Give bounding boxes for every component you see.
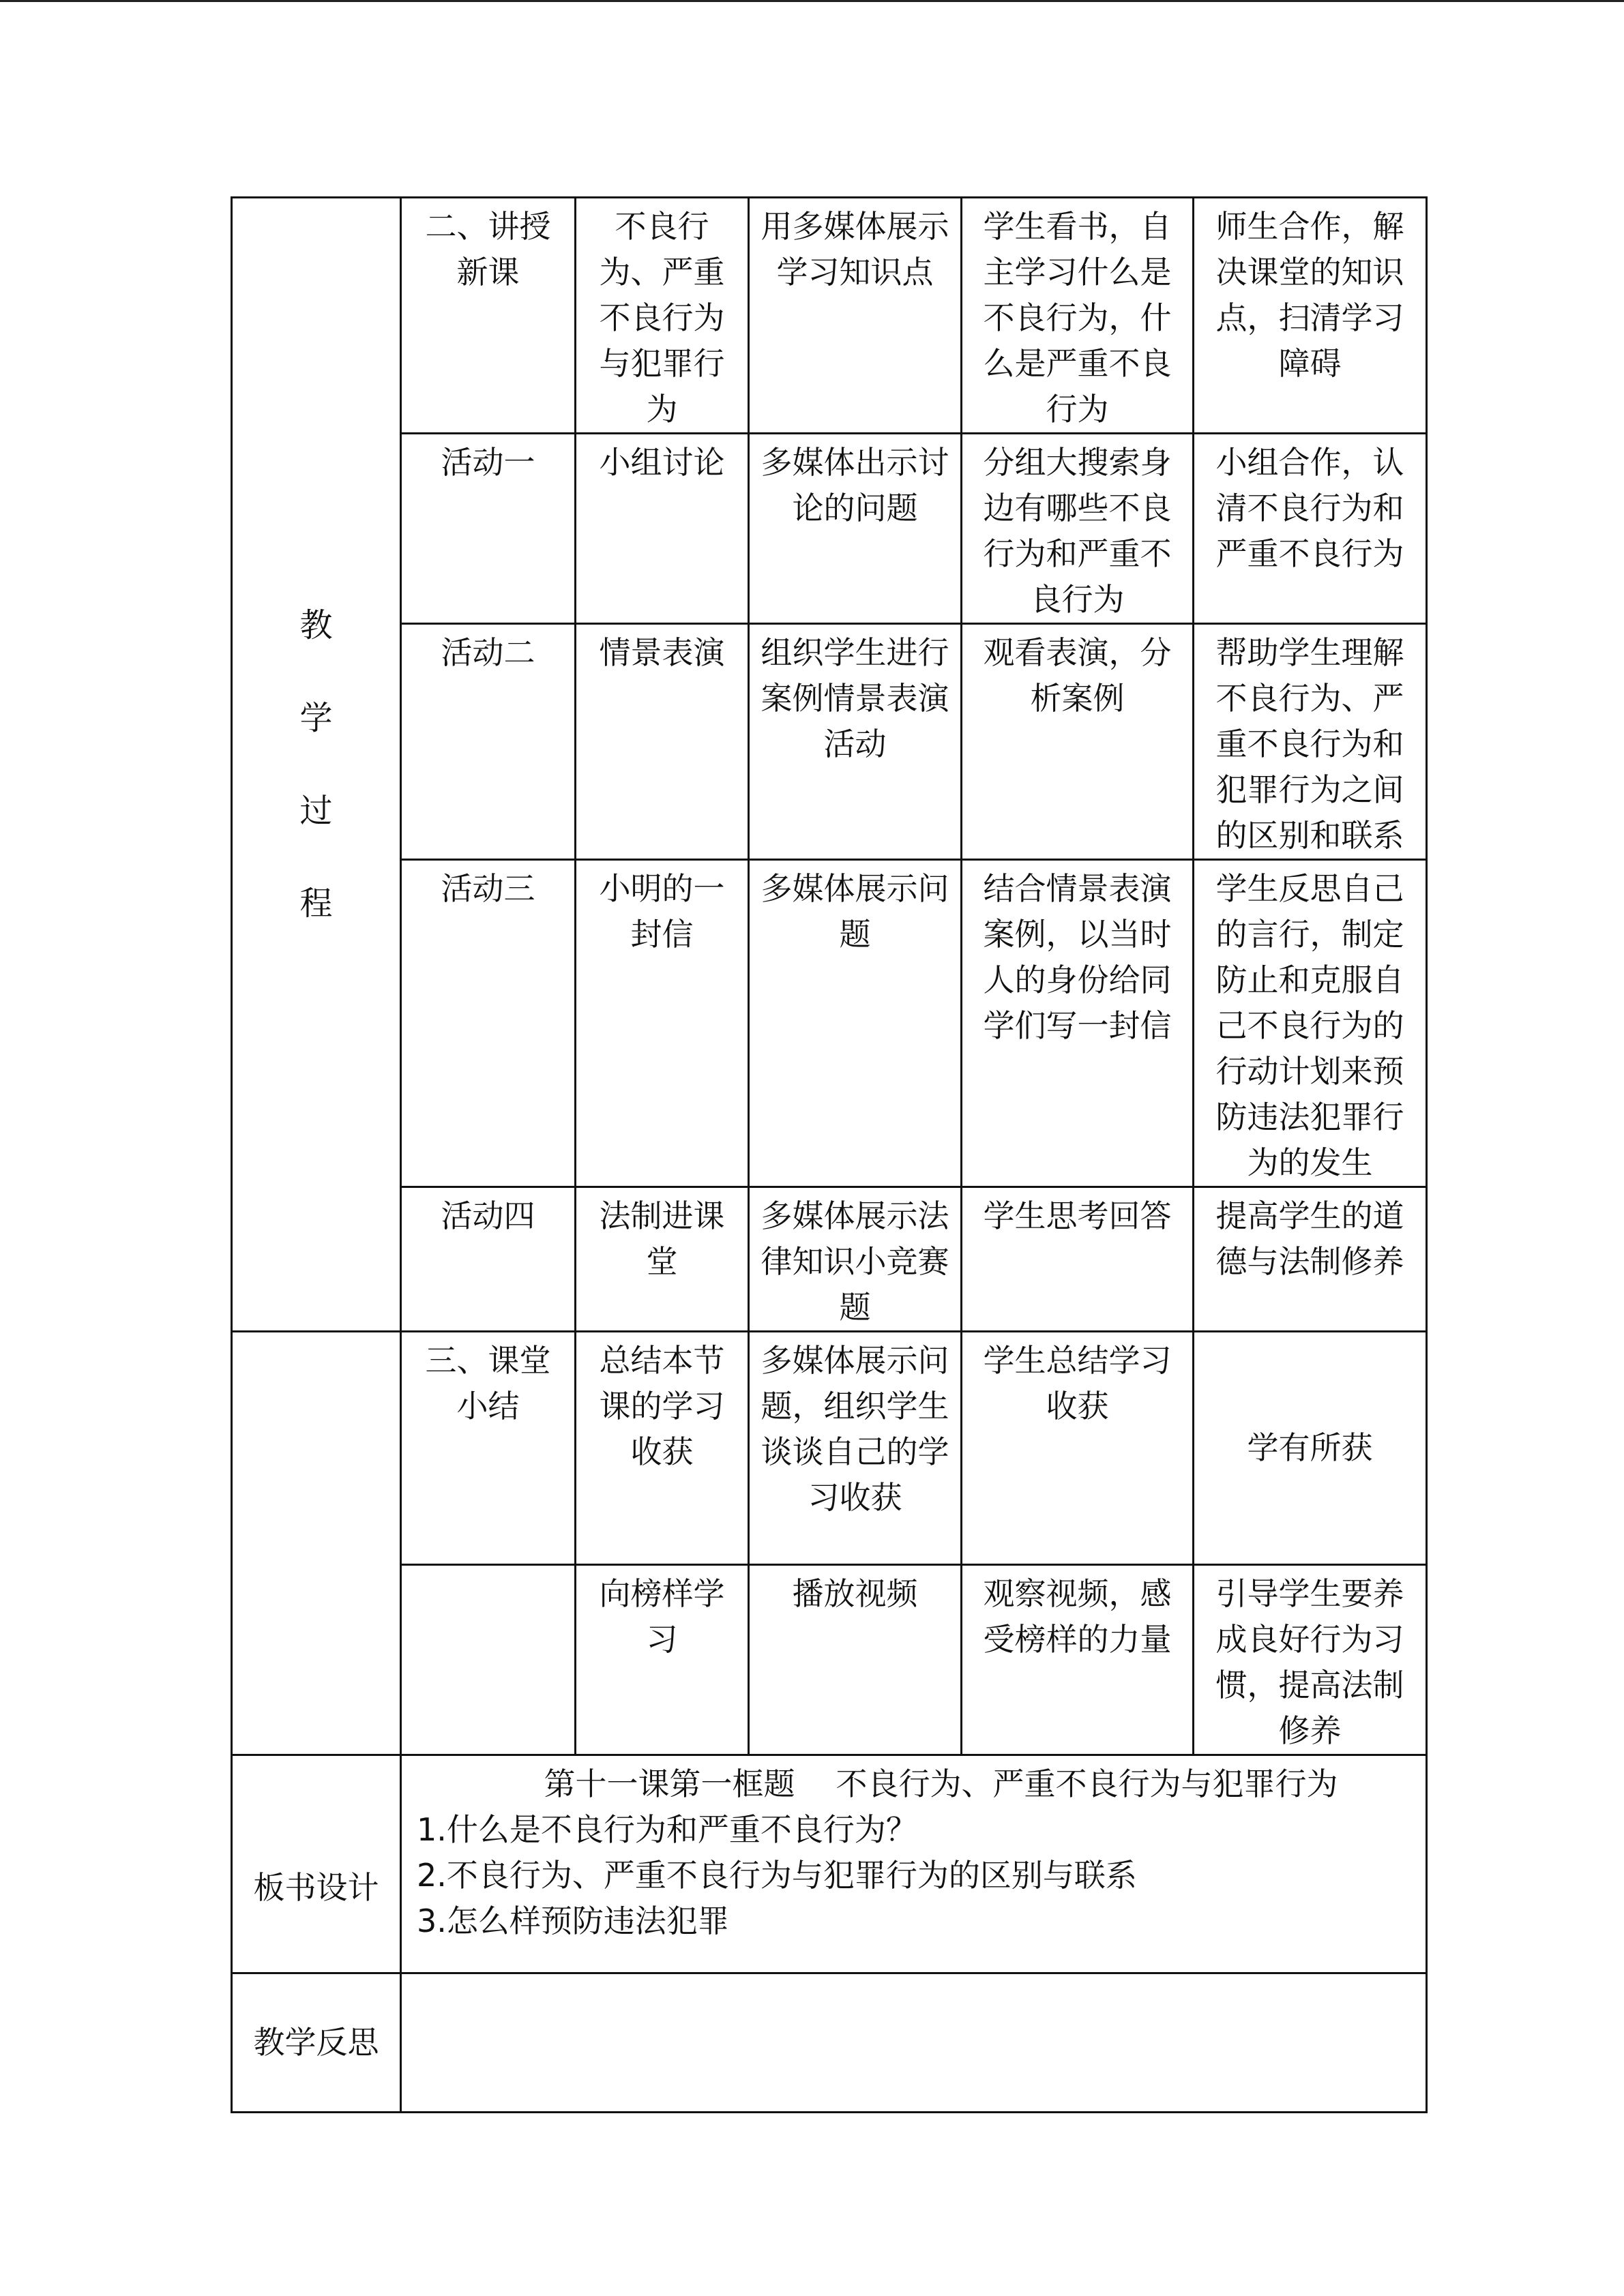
teaching-process-label <box>232 198 401 1332</box>
table-row <box>232 198 1427 434</box>
table-row <box>232 434 1427 624</box>
design-intent-cell: 提高学生的道德与法制修养 <box>1194 1187 1427 1332</box>
stage-cell <box>401 1565 576 1755</box>
content-cell: 小组讨论 <box>576 434 749 624</box>
board-title <box>417 1761 1411 1807</box>
reflection-content <box>401 1973 1427 2113</box>
student-activity-cell: 分组大搜索身边有哪些不良行为和严重不良行为 <box>962 434 1194 624</box>
board-design-label: 板书设计 <box>232 1755 401 1973</box>
teacher-activity-cell: 多媒体展示问题，组织学生谈谈自己的学习收获 <box>749 1332 962 1565</box>
stage-cell: 三、课堂小结 <box>401 1332 576 1565</box>
content-cell: 小明的一封信 <box>576 860 749 1187</box>
teacher-activity-cell: 用多媒体展示学习知识点 <box>749 198 962 434</box>
table-row <box>232 1565 1427 1755</box>
teacher-activity-cell: 多媒体展示问题 <box>749 860 962 1187</box>
design-intent-cell: 学有所获 <box>1194 1332 1427 1565</box>
design-intent-cell: 引导学生要养成良好行为习惯，提高法制修养 <box>1194 1565 1427 1755</box>
student-activity-cell: 观察视频，感受榜样的力量 <box>962 1565 1194 1755</box>
student-activity-cell: 结合情景表演案例，以当时人的身份给同学们写一封信 <box>962 860 1194 1187</box>
stage-cell: 活动三 <box>401 860 576 1187</box>
teacher-activity-cell: 多媒体展示法律知识小竞赛题 <box>749 1187 962 1332</box>
design-intent-cell: 师生合作，解决课堂的知识点，扫清学习障碍 <box>1194 198 1427 434</box>
board-title-part1: 第十一课第一框题 <box>544 1765 795 1802</box>
stage-cell: 二、讲授新课 <box>401 198 576 434</box>
student-activity-cell: 观看表演，分析案例 <box>962 624 1194 860</box>
teacher-activity-cell: 组织学生进行案例情景表演活动 <box>749 624 962 860</box>
stage-char: 过 <box>299 792 333 830</box>
reflection-row <box>232 1973 1427 2113</box>
table-row <box>232 860 1427 1187</box>
content-cell: 向榜样学习 <box>576 1565 749 1755</box>
stage-cell: 活动二 <box>401 624 576 860</box>
stage-char: 程 <box>299 884 333 923</box>
stage-char: 教 <box>299 606 333 644</box>
content-cell: 法制进课堂 <box>576 1187 749 1332</box>
lesson-plan-table <box>231 196 1428 2113</box>
board-title-part2: 不良行为、严重不良行为与犯罪行为 <box>836 1765 1338 1802</box>
board-design-row <box>232 1755 1427 1973</box>
content-cell: 情景表演 <box>576 624 749 860</box>
board-design-content <box>401 1755 1427 1973</box>
student-activity-cell: 学生看书，自主学习什么是不良行为，什么是严重不良行为 <box>962 198 1194 434</box>
design-intent-cell: 小组合作，认清不良行为和严重不良行为 <box>1194 434 1427 624</box>
stage-cell: 活动四 <box>401 1187 576 1332</box>
table-row <box>232 624 1427 860</box>
board-line: 2.不良行为、严重不良行为与犯罪行为的区别与联系 <box>417 1857 1137 1894</box>
table-row <box>232 1332 1427 1565</box>
student-activity-cell: 学生思考回答 <box>962 1187 1194 1332</box>
teacher-activity-cell: 多媒体出示讨论的问题 <box>749 434 962 624</box>
teacher-activity-cell: 播放视频 <box>749 1565 962 1755</box>
design-intent-cell: 帮助学生理解不良行为、严重不良行为和犯罪行为之间的区别和联系 <box>1194 624 1427 860</box>
content-cell: 总结本节课的学习收获 <box>576 1332 749 1565</box>
empty-stage-cell <box>232 1332 401 1755</box>
design-intent-cell: 学生反思自己的言行，制定防止和克服自己不良行为的行动计划来预防违法犯罪行为的发生 <box>1194 860 1427 1187</box>
stage-cell: 活动一 <box>401 434 576 624</box>
board-line: 3.怎么样预防违法犯罪 <box>417 1903 729 1939</box>
board-line: 1.什么是不良行为和严重不良行为？ <box>417 1811 917 1848</box>
table-row <box>232 1187 1427 1332</box>
content-cell: 不良行为、严重不良行为与犯罪行为 <box>576 198 749 434</box>
student-activity-cell: 学生总结学习收获 <box>962 1332 1194 1565</box>
page-top-border <box>0 0 1624 2</box>
stage-char: 学 <box>299 699 333 737</box>
reflection-label: 教学反思 <box>232 1973 401 2113</box>
